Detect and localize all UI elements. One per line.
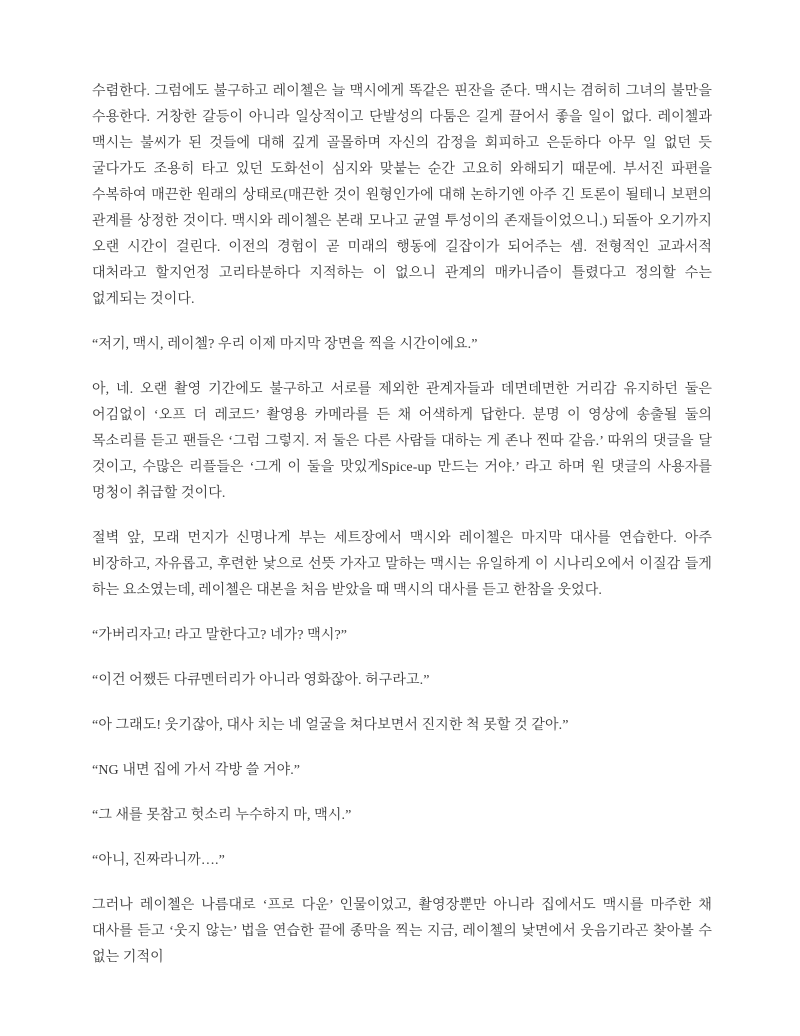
dialogue-paragraph: “저기, 맥시, 레이첼? 우리 이제 마지막 장면을 찍을 시간이에요.” <box>92 337 478 352</box>
dialogue-paragraph: “NG 내면 집에 가서 각방 쓸 거야.” <box>92 763 301 778</box>
narration-paragraph: 아, 네. 오랜 촬영 기간에도 불구하고 서로를 제외한 관계자들과 데면데면한 거리감 유지하던 둘은 어김없이 ‘오프 더 레코드’ 촬영용 카메라를 든 채 어색하게 답한다. 분명 이 영상에 송출될 둘의 목소리를 듣고 팬들은 ‘그럼 그렇지. 저 둘은 다른 사람들 대하는 게 존나 찐따 같음.’ 따위의 댓글을 달 것이고, 수많은 리플들은 ‘그게 이 둘을 맛있게Spice-up 만드는 거야.’ 라고 하며 원 댓글의 사용자를 멍청이 취급할 것이다. <box>92 382 712 501</box>
text-body <box>92 79 712 971</box>
narration-paragraph: 그러나 레이첼은 나름대로 ‘프로 다운’ 인물이었고, 촬영장뿐만 아니라 집에서도 맥시를 마주한 채 대사를 듣고 ‘웃지 않는’ 법을 연습한 끝에 종막을 찍는 지금, 레이첼의 낯면에서 웃음기라곤 찾아볼 수 없는 기적이 <box>92 898 712 965</box>
dialogue-paragraph: “이건 어쨌든 다큐멘터리가 아니라 영화잖아. 허구라고.” <box>92 673 430 688</box>
dialogue-paragraph: “아 그래도! 웃기잖아, 대사 치는 네 얼굴을 쳐다보면서 진지한 척 못할 것 같아.” <box>92 718 569 733</box>
dialogue-paragraph: “가버리자고! 라고 말한다고? 네가? 맥시?” <box>92 628 348 643</box>
narration-paragraph: 절벽 앞, 모래 먼지가 신명나게 부는 세트장에서 맥시와 레이첼은 마지막 대사를 연습한다. 아주 비장하고, 자유롭고, 후련한 낯으로 선뜻 가자고 말하는 맥시는 유일하게 이 시나리오에서 이질감 들게 하는 요소였는데, 레이첼은 대본을 처음 받았을 때 맥시의 대사를 듣고 한참을 웃었다. <box>92 531 712 598</box>
narration-paragraph: 수렴한다. 그럼에도 불구하고 레이첼은 늘 맥시에게 똑같은 핀잔을 준다. 맥시는 겸허히 그녀의 불만을 수용한다. 거창한 갈등이 아니라 일상적이고 단발성의 다툼은 길게 끌어서 좋을 일이 없다. 레이첼과 맥시는 불씨가 된 것들에 대해 깊게 골몰하며 자신의 감정을 회피하고 은둔하다 아무 일 없던 듯 굴다가도 조용히 타고 있던 도화선이 심지와 맞붙는 순간 고요히 와해되기 때문에. 부서진 파편을 수복하여 매끈한 원래의 상태로(매끈한 것이 원형인가에 대해 논하기엔 아주 긴 토론이 될테니 보편의 관계를 상정한 것이다. 맥시와 레이첼은 본래 모나고 균열 투성이의 존재들이었으니.) 되돌아 오기까지 오랜 시간이 걸린다. 이전의 경험이 곧 미래의 행동에 길잡이가 되어주는 셈. 전형적인 교과서적 대처라고 할지언정 고리타분하다 지적하는 이 없으니 관계의 매카니즘이 틀렸다고 정의할 수는 없게되는 것이다. <box>92 84 712 307</box>
dialogue-paragraph: “그 새를 못참고 헛소리 누수하지 마, 맥시.” <box>92 808 352 823</box>
dialogue-paragraph: “아니, 진짜라니까….” <box>92 853 225 868</box>
